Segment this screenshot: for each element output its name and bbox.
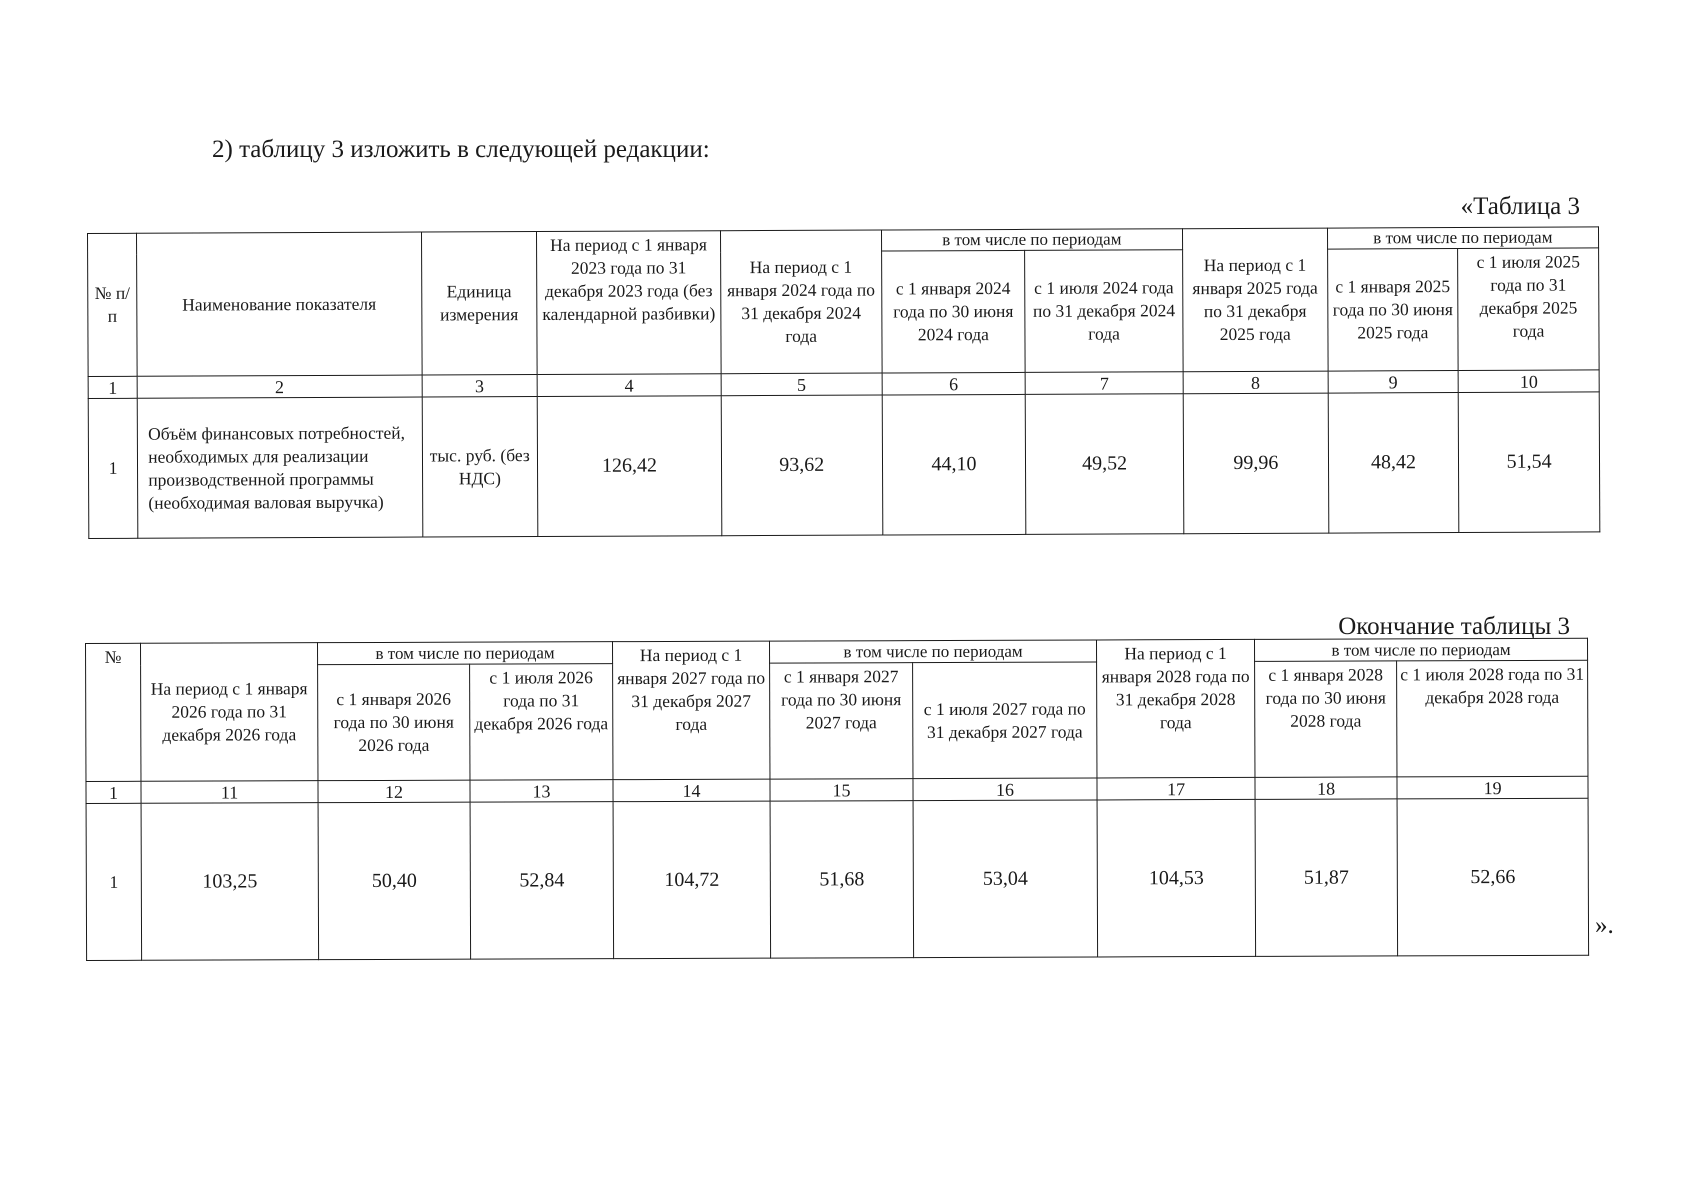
value-2024-h2: 49,52 [1025,394,1183,535]
header-period-2027: На период с 1 января 2027 года по 31 декабря 2027 года [613,641,770,780]
header-2027-h1: с 1 января 2027 года по 30 июня 2027 года [770,663,913,779]
value-2023: 126,42 [537,396,721,537]
header-2024-h1: с 1 января 2024 года по 30 июня 2024 года [881,250,1025,373]
value-2024: 93,62 [721,395,882,536]
unit-value: тыс. руб. (без НДС) [422,397,538,538]
column-number: 12 [318,780,470,803]
header-subperiods-2028: в том числе по периодам [1255,638,1588,661]
header-subperiods-2025: в том числе по периодам [1327,227,1598,249]
column-number: 2 [137,375,421,398]
column-number: 18 [1255,777,1397,799]
column-number: 16 [913,778,1097,801]
column-number: 10 [1458,370,1599,393]
header-period-2023: На период с 1 января 2023 года по 31 декабря 2023 года (без календарной разбивки) [537,231,721,375]
header-subperiods-2024: в том числе по периодам [881,229,1182,251]
header-period-2024: На период с 1 января 2024 года по 31 декабря 2024 года [720,230,881,374]
row-number: 1 [86,803,142,960]
header-period-2028: На период с 1 января 2028 года по 31 декабря 2028 года [1097,639,1255,778]
value-2027-h2: 53,04 [913,800,1098,958]
column-number: 13 [470,780,613,802]
value-2024-h1: 44,10 [882,394,1026,535]
column-number: 4 [537,374,721,397]
column-number: 19 [1397,776,1588,799]
column-number: 1 [88,376,137,398]
table-caption: «Таблица 3 [1460,193,1580,220]
row-number: 1 [88,398,138,538]
header-2026-h2: с 1 июля 2026 года по 31 декабря 2026 года [470,664,613,780]
header-period-2026: На период с 1 января 2026 года по 31 декабря 2026 года [141,643,318,782]
indicator-name: Объём финансовых потребностей, необходимых для реализации производственной программы (необходимая валовая выручка) [137,397,422,538]
header-2028-h1: с 1 января 2028 года по 30 июня 2028 года [1255,661,1397,777]
column-number: 15 [770,779,913,801]
column-number: 5 [721,373,882,396]
table-row [86,798,1589,960]
amendment-intro: 2) таблицу 3 изложить в следующей редакции: [212,136,710,163]
column-number: 6 [882,372,1026,395]
value-2025-h2: 51,54 [1458,392,1599,533]
header-2025-h2: с 1 июля 2025 года по 31 декабря 2025 года [1458,248,1599,371]
table-row [88,392,1600,539]
value-2026-h2: 52,84 [470,802,614,959]
header-2025-h1: с 1 января 2025 года по 30 июня 2025 года [1327,249,1458,372]
value-2025-h1: 48,42 [1328,393,1459,534]
header-2024-h2: с 1 июля 2024 года по 31 декабря 2024 года [1025,250,1183,373]
table-3-continuation [85,638,1589,961]
value-2027: 104,72 [613,801,771,959]
column-number: 8 [1183,371,1328,394]
column-number: 17 [1097,777,1255,800]
value-2027-h1: 51,68 [770,801,914,958]
value-2026: 103,25 [141,803,319,961]
header-2026-h1: с 1 января 2026 года по 30 июня 2026 года [318,664,470,781]
header-no: № п/п [88,233,138,376]
column-number: 11 [141,781,318,804]
header-2027-h2: с 1 июля 2027 года по 31 декабря 2027 года [913,662,1097,779]
column-number: 9 [1328,371,1459,394]
column-number: 1 [86,781,141,803]
header-indicator-name: Наименование показателя [137,232,422,376]
value-2028-h2: 52,66 [1397,798,1589,956]
table-continuation-caption: Окончание таблицы 3 [1338,613,1570,640]
column-number: 3 [422,375,538,398]
value-2028: 104,53 [1097,799,1256,957]
column-number: 7 [1025,372,1183,395]
column-number: 14 [613,779,770,802]
value-2025: 99,96 [1183,393,1328,534]
header-subperiods-2026: в том числе по периодам [318,642,613,665]
header-2028-h2: с 1 июля 2028 года по 31 декабря 2028 года [1397,660,1588,777]
value-2028-h1: 51,87 [1255,799,1398,956]
header-unit: Единица измерения [421,232,537,376]
header-no: № [86,643,141,781]
header-subperiods-2027: в том числе по периодам [770,640,1097,663]
value-2026-h1: 50,40 [318,802,471,960]
header-period-2025: На период с 1 января 2025 года по 31 декабря 2025 года [1183,228,1328,372]
table-3 [87,226,1600,539]
closing-quote: ». [1595,912,1614,939]
